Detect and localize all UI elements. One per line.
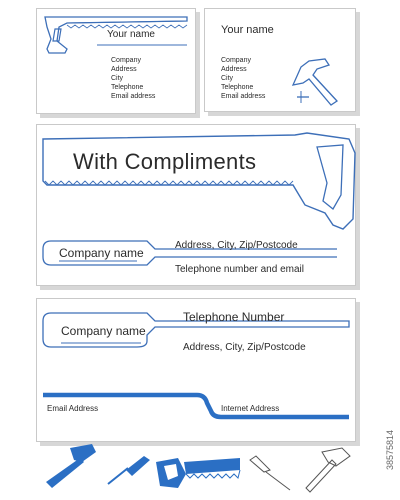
watermark-id: 38575814 xyxy=(385,429,395,470)
card2-name: Your name xyxy=(221,24,274,36)
card4-telephone: Telephone Number xyxy=(183,310,285,324)
screwdriver-icon xyxy=(108,456,150,484)
card1-email: Email address xyxy=(111,93,156,100)
card1-telephone: Telephone xyxy=(111,84,144,91)
card4-address: Address, City, Zip/Postcode xyxy=(183,342,306,353)
hand-saw-icon xyxy=(156,458,240,488)
card1-city: City xyxy=(111,75,124,82)
card1-address: Address xyxy=(111,66,137,73)
hammer-outline-icon xyxy=(306,448,350,492)
card2-email: Email address xyxy=(221,93,266,100)
card1-company: Company xyxy=(111,57,141,64)
card2-company: Company xyxy=(221,57,251,64)
watermark-strip xyxy=(382,0,400,500)
card2-city: City xyxy=(221,75,234,82)
screwdriver-outline-icon xyxy=(250,456,290,490)
card2-telephone: Telephone xyxy=(221,84,254,91)
card4-email: Email Address xyxy=(47,404,99,413)
card3-address: Address, City, Zip/Postcode xyxy=(175,240,298,251)
card4-company-name: Company name xyxy=(61,324,146,338)
card3-telephone-email: Telephone number and email xyxy=(175,264,304,275)
card4-internet: Internet Address xyxy=(221,404,280,413)
card1-name: Your name xyxy=(107,29,155,40)
card3-company-name: Company name xyxy=(59,246,144,260)
hammer-icon xyxy=(46,444,96,488)
compliments-title: With Compliments xyxy=(73,149,257,174)
card2-address: Address xyxy=(221,66,247,73)
